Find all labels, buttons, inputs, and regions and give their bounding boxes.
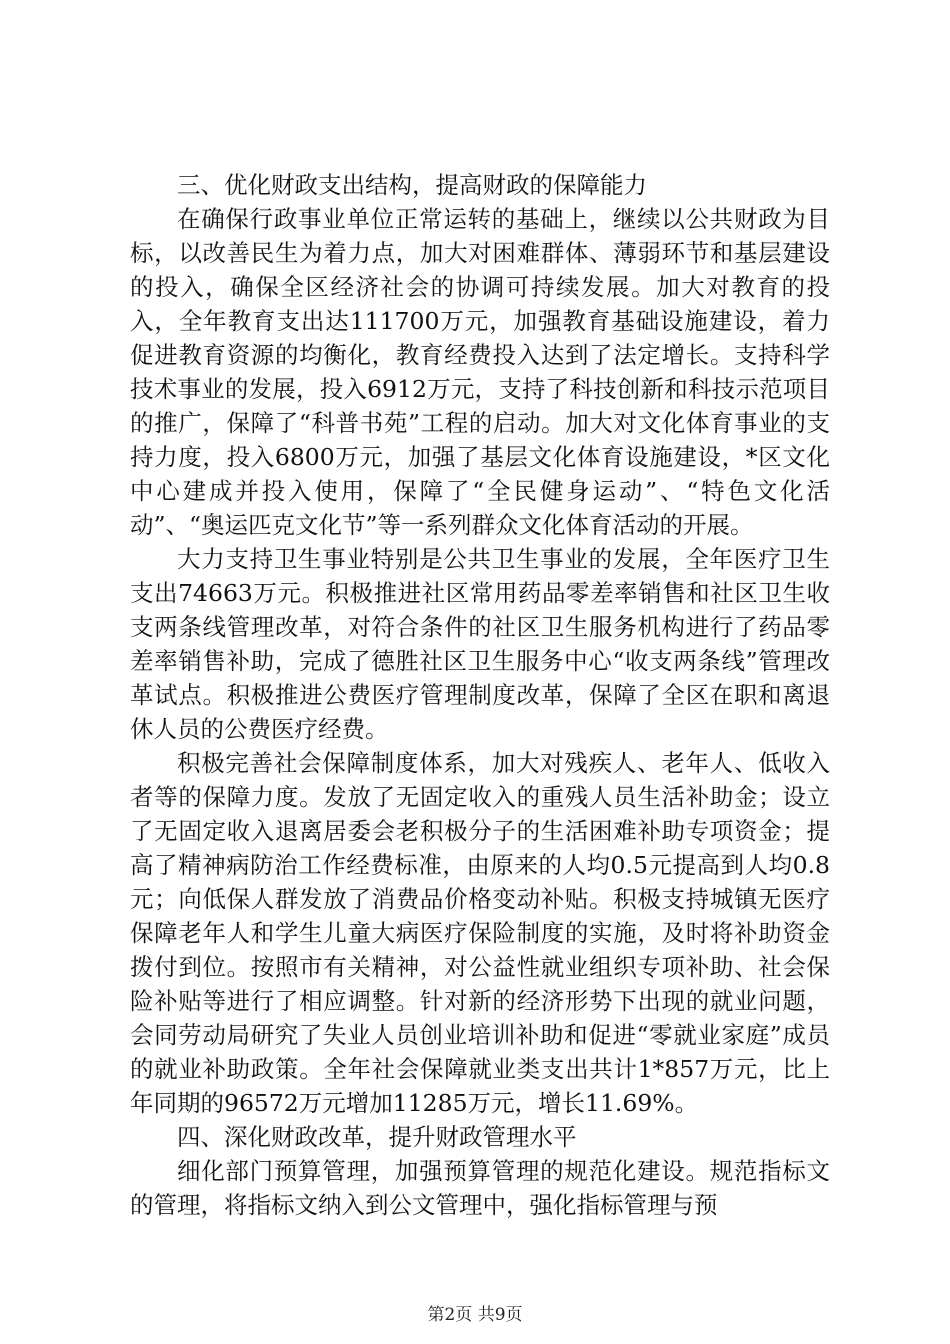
paragraph-budget-management: 细化部门预算管理，加强预算管理的规范化建设。规范指标文的管理，将指标文纳入到公文管理中，强化指标管理与预 bbox=[130, 1157, 830, 1219]
document-body bbox=[130, 168, 830, 1222]
paragraph-education-science-culture: 在确保行政事业单位正常运转的基础上，继续以公共财政为目标，以改善民生为着力点，加大对困难群体、薄弱环节和基层建设的投入，确保全区经济社会的协调可持续发展。加大对教育的投入，全年教育支出达111700万元，加强教育基础设施建设，着力促进教育资源的均衡化，教育经费投入达到了法定增长。支持科学技术事业的发展，投入6912万元，支持了科技创新和科技示范项目的推广，保障了“科普书苑”工程的启动。加大对文化体育事业的支持力度，投入6800万元，加强了基层文化体育设施建设，*区文化中心建成并投入使用，保障了“全民健身运动”、“特色文化活动”、“奥运匹克文化节”等一系列群众文化体育活动的开展。 bbox=[130, 205, 830, 539]
section-heading-3: 三、优化财政支出结构，提高财政的保障能力 bbox=[177, 171, 647, 199]
page-footer: 第2页 共9页 bbox=[427, 1305, 523, 1325]
section-heading-4: 四、深化财政改革，提升财政管理水平 bbox=[177, 1123, 577, 1151]
paragraph-social-security: 积极完善社会保障制度体系，加大对残疾人、老年人、低收入者等的保障力度。发放了无固定收入的重残人员生活补助金；设立了无固定收入退离居委会老积极分子的生活困难补助专项资金；提高了精神病防治工作经费标准，由原来的人均0.5元提高到人均0.8元；向低保人群发放了消费品价格变动补贴。积极支持城镇无医疗保障老年人和学生儿童大病医疗保险制度的实施，及时将补助资金拨付到位。按照市有关精神，对公益性就业组织专项补助、社会保险补贴等进行了相应调整。针对新的经济形势下出现的就业问题，会同劳动局研究了失业人员创业培训补助和促进“零就业家庭”成员的就业补助政策。全年社会保障就业类支出共计1*857万元，比上年同期的96572万元增加11285万元，增长11.69%。 bbox=[130, 749, 830, 1117]
paragraph-health: 大力支持卫生事业特别是公共卫生事业的发展，全年医疗卫生支出74663万元。积极推进社区常用药品零差率销售和社区卫生收支两条线管理改革，对符合条件的社区卫生服务机构进行了药品零差率销售补助，完成了德胜社区卫生服务中心“收支两条线”管理改革试点。积极推进公费医疗管理制度改革，保障了全区在职和离退休人员的公费医疗经费。 bbox=[130, 545, 830, 743]
